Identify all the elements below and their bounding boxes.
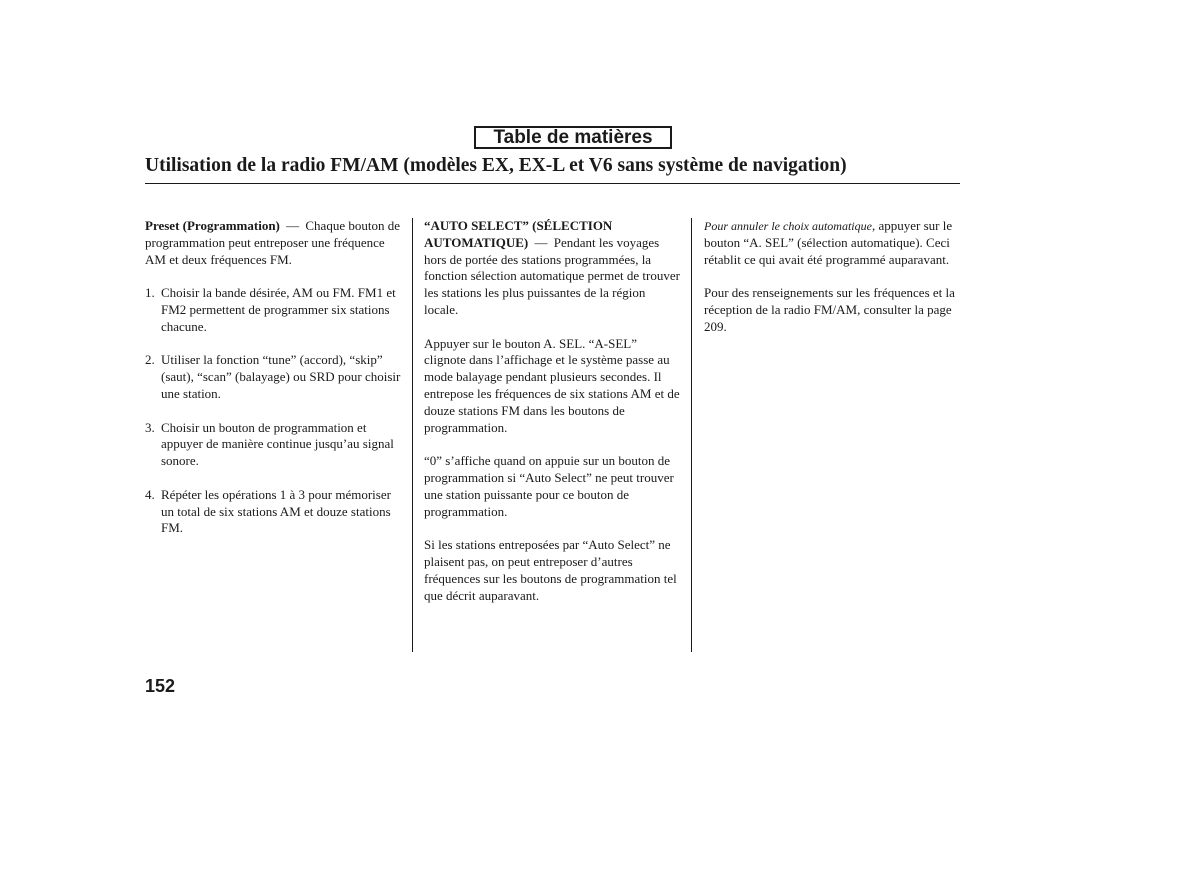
auto-select-heading: “AUTO SELECT” (SÉLECTION AUTOMATIQUE) bbox=[424, 218, 613, 250]
reference-paragraph bbox=[704, 285, 962, 335]
reference-end: . bbox=[723, 318, 727, 334]
list-item bbox=[145, 285, 407, 335]
step-number: 4. bbox=[145, 486, 155, 502]
step-text: Utiliser la fonction “tune” (accord), “skip” (saut), “scan” (balayage) ou SRD pour choisir une station. bbox=[161, 352, 401, 401]
cancel-paragraph bbox=[704, 218, 962, 268]
list-item bbox=[145, 352, 407, 402]
preset-intro bbox=[145, 218, 407, 268]
auto-select-paragraph: “0” s’affiche quand on appuie sur un bouton de programmation si “Auto Select” ne peut trouver une station puissante pour ce bouton de programmation. bbox=[424, 453, 674, 519]
preset-intro-text: Chaque bouton de programmation peut entreposer une fréquence AM et deux fréquences FM. bbox=[145, 218, 400, 267]
list-item bbox=[145, 487, 407, 537]
page-title: Utilisation de la radio FM/AM (modèles EX, EX-L et V6 sans système de navigation) bbox=[145, 155, 847, 176]
column-auto-select bbox=[424, 218, 682, 621]
step-text: Répéter les opérations 1 à 3 pour mémoriser un total de six stations AM et douze stations FM. bbox=[161, 486, 391, 536]
column-divider bbox=[691, 218, 692, 652]
preset-steps-list bbox=[145, 285, 407, 537]
reference-text: Pour des renseignements sur les fréquences et la réception de la radio FM/AM, consulter la page bbox=[704, 285, 955, 317]
step-text: Choisir la bande désirée, AM ou FM. FM1 et FM2 permettent de programmer six stations chacune. bbox=[161, 285, 396, 334]
step-text: Choisir un bouton de programmation et appuyer de manière continue jusqu’au signal sonore. bbox=[161, 419, 394, 469]
step-number: 1. bbox=[145, 285, 155, 301]
auto-select-intro-text: Pendant les voyages hors de portée des stations programmées, la fonction sélection automatique permet de trouver les stations les plus puissantes de la région locale. bbox=[424, 234, 680, 317]
cancel-text: , appuyer sur le bouton “A. SEL” (sélection automatique). Ceci rétablit ce qui avait été programmé auparavant. bbox=[704, 218, 953, 267]
auto-select-paragraph: Appuyer sur le bouton A. SEL. “A-SEL” clignote dans l’affichage et le système passe au mode balayage pendant plusieurs secondes. Il entrepose les fréquences de six stations AM et de douze stations FM dans les boutons de programmation. bbox=[424, 335, 680, 435]
auto-select-intro bbox=[424, 218, 682, 319]
page-number: 152 bbox=[145, 676, 176, 696]
list-item bbox=[145, 420, 407, 470]
page-reference-link[interactable]: 209 bbox=[704, 318, 724, 334]
step-number: 2. bbox=[145, 352, 155, 368]
cancel-lead: Pour annuler le choix automatique bbox=[704, 219, 872, 233]
preset-heading: Preset (Programmation) bbox=[145, 218, 280, 233]
step-number: 3. bbox=[145, 419, 155, 435]
column-divider bbox=[412, 218, 413, 652]
title-divider bbox=[145, 183, 960, 184]
column-cancel bbox=[704, 218, 962, 352]
column-preset bbox=[145, 218, 407, 554]
table-of-contents-button[interactable]: Table de matières bbox=[474, 126, 672, 149]
preset-dash: — bbox=[286, 218, 300, 233]
auto-select-dash: — bbox=[534, 234, 548, 250]
auto-select-paragraph: Si les stations entreposées par “Auto Select” ne plaisent pas, on peut entreposer d’autres fréquences sur les boutons de programmation tel que décrit auparavant. bbox=[424, 537, 677, 603]
